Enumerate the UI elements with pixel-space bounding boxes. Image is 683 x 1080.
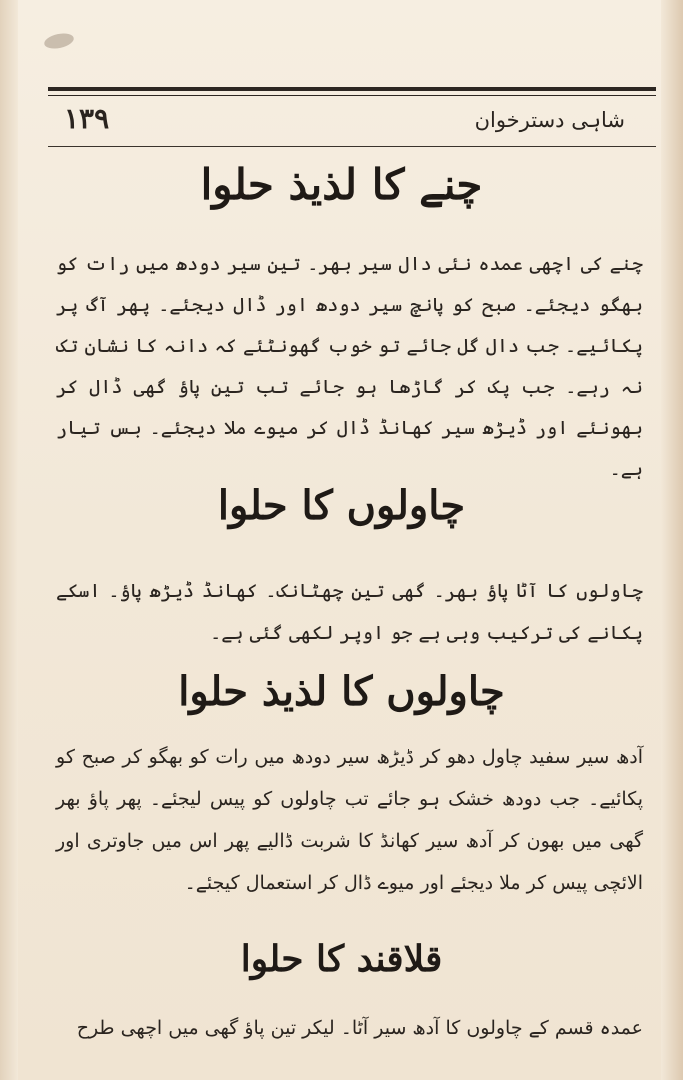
page-edge-shadow-left	[0, 0, 18, 1080]
recipe-text: چنے کی اچھی عمدہ نئی دال سیر بھر۔ تین سیر دودھ میں رات کو بھگو دیجئے۔ صبح کو پانچ سیر دودھ اور ڈال دیجئے۔ پھر آگ پر پکائیے۔ جب دال گل جائے تو خوب گھونٹئے کہ دانہ کا نشان تک نہ رہے۔ جب پک کر گاڑھا ہو جائے تب تین پاؤ گھی ڈال کر بھونئے اور ڈیڑھ سیر کھانڈ ڈال کر میوے ملا دیجئے۔ بس تیار ہے۔	[56, 253, 643, 480]
recipe-text: آدھ سیر سفید چاول دھو کر ڈیڑھ سیر دودھ میں رات کو بھگو کر صبح کو پکائیے۔ جب دودھ خشک ہو جائے تب چاولوں کو پیس لیجئے۔ پھر پاؤ بھر گھی میں بھون کر آدھ سیر کھانڈ کا شربت ڈالیے پھر اس میں جاوتری اور الائچی پیس کر ملا دیجئے اور میوے ڈال کر استعمال کیجئے۔	[56, 746, 643, 894]
header-rule-thick	[48, 87, 656, 91]
recipe-title: چاولوں کا لذیذ حلوا	[178, 668, 505, 715]
recipe-text: چاولوں کا آٹا پاؤ بھر۔ گھی تین چھٹانک۔ کھانڈ ڈیڑھ پاؤ۔ اسکے پکانے کی ترکیب وہی ہے جو اوپر لکھی گئی ہے۔	[56, 580, 643, 644]
recipe-title: چنے کا لذیذ حلوا	[200, 160, 483, 209]
recipe-text: عمدہ قسم کے چاولوں کا آدھ سیر آٹا۔ لیکر تین پاؤ گھی میں اچھی طرح	[76, 1017, 643, 1039]
page-edge-shadow-right	[661, 0, 683, 1080]
running-head: شاہی دسترخوان	[474, 108, 625, 132]
recipe-title: چاولوں کا حلوا	[217, 482, 466, 529]
page-number: ١٣٩	[64, 102, 110, 135]
header-rule-thin	[48, 95, 656, 96]
header-rule-bottom	[48, 146, 656, 147]
ink-smudge	[43, 31, 75, 51]
recipe-title: قلاقند کا حلوا	[240, 938, 443, 980]
